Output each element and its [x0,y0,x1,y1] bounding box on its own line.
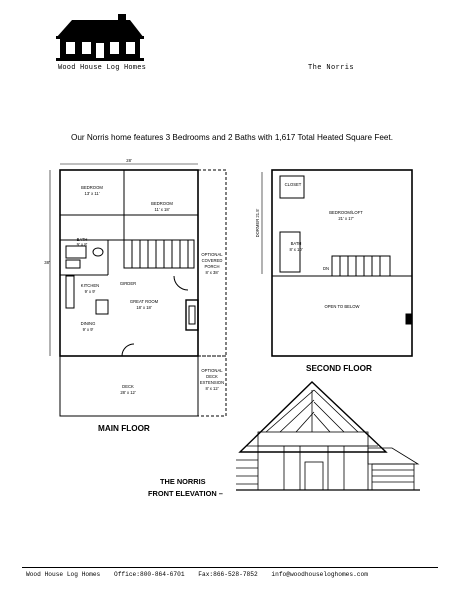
elevation-caption-line2: FRONT ELEVATION – [148,489,223,498]
deck-ext-line3: EXTENSION [199,380,225,385]
footer-divider [22,567,438,568]
kitchen-name: KITCHEN [80,283,100,288]
deck-size: 28' x 12' [120,390,136,395]
bath2-name: BATH [290,241,302,246]
footer-company: Wood House Log Homes [26,571,101,578]
great-room-name: GREAT ROOM [129,299,159,304]
footer-fax: Fax:866-528-7852 [198,571,258,578]
bedroom2-name: BEDROOM [151,201,173,206]
bath2-size: 8' x 10' [289,247,303,252]
model-name: The Norris [308,64,355,72]
footer-office: Office:800-864-6701 [113,571,185,578]
brand-name: Wood House Log Homes [58,64,147,72]
porch-line3: PORCH [204,264,220,269]
open-below-label: OPEN TO BELOW [324,304,360,309]
bath-size: 9' x 8' [76,242,88,247]
closet-label: CLOSET [284,182,302,187]
dormer-dim: DORMER 21.5' [255,208,260,238]
dining-name: DINING [80,321,96,326]
porch-line2: COVERED [201,258,223,263]
main-floor-caption: MAIN FLOOR [98,424,150,433]
porch-line4: 8' x 38' [205,270,219,275]
bedroom2-size: 11' x 18' [154,207,170,212]
elevation-caption-line1: THE NORRIS [160,477,206,486]
porch-line1: OPTIONAL [201,252,223,257]
second-floor-plan [262,170,412,356]
front-elevation [236,382,420,490]
kitchen-size: 9' x 9' [84,289,96,294]
girder-label: GIRDER [119,281,137,286]
loft-size: 21' x 17' [338,216,354,221]
headline: Our Norris home features 3 Bedrooms and 2 Baths with 1,617 Total Heated Square Feet. [70,133,394,142]
deck-name: DECK [122,384,134,389]
deck-ext-line4: 8' x 12' [205,386,219,391]
bath-name: BATH [76,237,88,242]
dn-label: DN [322,266,330,271]
deck-ext-line2: DECK [206,374,218,379]
bedroom1-name: BEDROOM [81,185,103,190]
main-floor-plan [50,164,226,416]
dining-size: 9' x 9' [82,327,94,332]
main-depth-dim: 38' [44,260,50,265]
loft-name: BEDROOM/LOFT [329,210,363,215]
deck-ext-line1: OPTIONAL [201,368,223,373]
footer [26,571,378,578]
second-floor-caption: SECOND FLOOR [306,364,372,373]
main-width-dim: 28' [126,158,132,163]
great-room-size: 18' x 18' [136,305,152,310]
bedroom1-size: 13' x 11' [84,191,100,196]
footer-email: info@woodhouseloghomes.com [271,571,368,578]
